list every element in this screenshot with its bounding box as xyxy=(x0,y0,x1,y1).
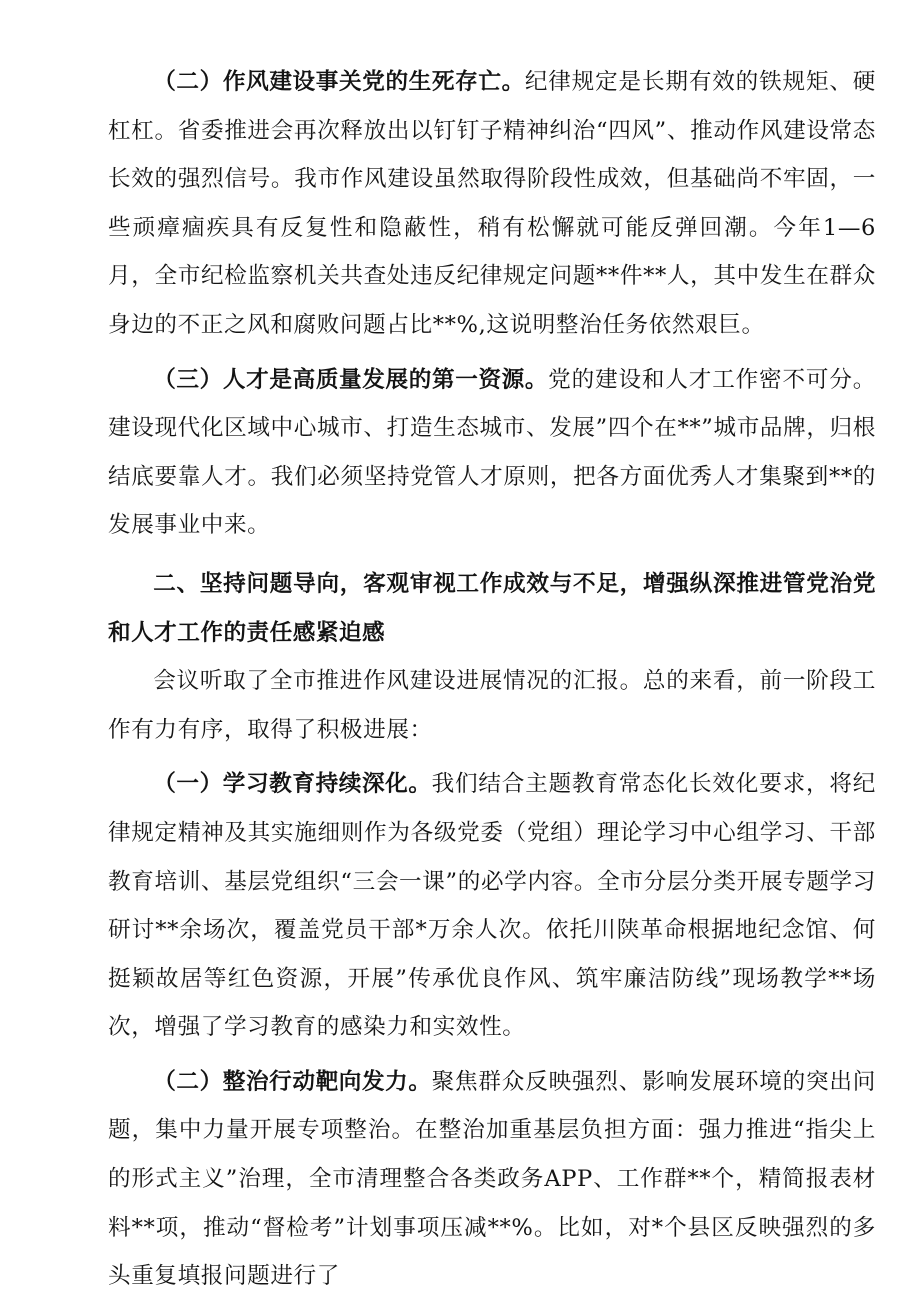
paragraph-lead: （二）整治行动靶向发力。 xyxy=(153,1068,432,1095)
paragraph-lead: （二）作风建设事关党的生死存亡。 xyxy=(153,69,525,95)
paragraph-lead: （三）人才是高质量发展的第一资源。 xyxy=(153,366,549,393)
paragraph-lead: （一）学习教育持续深化。 xyxy=(153,771,432,798)
document-body xyxy=(108,58,876,1301)
paragraph-study-education xyxy=(108,760,876,1052)
paragraph-text: 党的建设和人才工作密不可分。建设现代化区域中心城市、打造生态城市、发展”四个在**”城市品牌，归根结底要靠人才。我们必须坚持党管人才原则，把各方面优秀人才集聚到**的发展事业中来。 xyxy=(108,366,876,539)
paragraph-text: 聚焦群众反映强烈、影响发展环境的突出问题，集中力量开展专项整治。在整治加重基层负担方面：强力推进“指尖上的形式主义”治理，全市清理整合各类政务APP、工作群**个，精简报表材料**项，推动“督检考”计划事项压减**%。比如，对*个县区反映强烈的多头重复填报问题进行了 xyxy=(108,1068,876,1290)
section-heading: 二、坚持问题导向，客观审视工作成效与不足，增强纵深推进管党治党和人才工作的责任感紧迫感 xyxy=(108,570,876,646)
paragraph-rectification xyxy=(108,1058,876,1301)
paragraph-text: 我们结合主题教育常态化长效化要求，将纪律规定精神及其实施细则作为各级党委（党组）理论学习中心组学习、干部教育培训、基层党组织“三会一课”的必学内容。全市分层分类开展专题学习研讨**余场次，覆盖党员干部*万余人次。依托川陕革命根据地纪念馆、何挺颖故居等红色资源，开展”传承优良作风、筑牢廉洁防线”现场教学**场次，增强了学习教育的感染力和实效性。 xyxy=(108,771,876,1041)
paragraph-text: 纪律规定是长期有效的铁规矩、硬杠杠。省委推进会再次释放出以钉钉子精神纠治“四风”、推动作风建设常态长效的强烈信号。我市作风建设虽然取得阶段性成效，但基础尚不牢固，一些顽瘴痼疾具有反复性和隐蔽性，稍有松懈就可能反弹回潮。今年1—6月，全市纪检监察机关共查处违反纪律规定问题**件**人，其中发生在群众身边的不正之风和腐败问题占比**%,这说明整治任务依然艰巨。 xyxy=(108,69,877,338)
paragraph-talent xyxy=(108,356,876,550)
paragraph-work-style xyxy=(108,58,876,350)
paragraph-intro: 会议听取了全市推进作风建设进展情况的汇报。总的来看，前一阶段工作有力有序，取得了积极进展： xyxy=(108,668,876,743)
